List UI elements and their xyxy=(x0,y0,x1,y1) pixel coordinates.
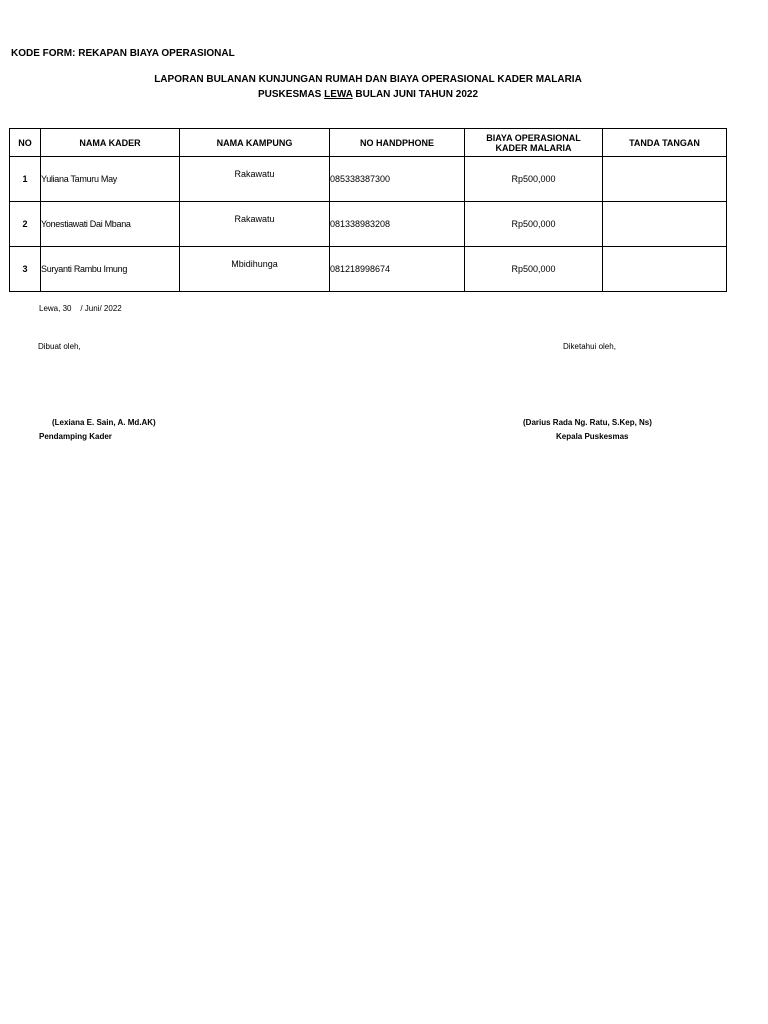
kampung-text: Rakawatu xyxy=(234,169,275,179)
cell-nama-kader: Yuliana Tamuru May xyxy=(41,157,180,202)
place-date: Lewa, 30 / Juni/ 2022 xyxy=(39,304,122,313)
cell-biaya: Rp500,000 xyxy=(465,202,603,247)
cell-biaya: Rp500,000 xyxy=(465,157,603,202)
cell-nama-kampung xyxy=(180,202,330,247)
subtitle-suffix: BULAN JUNI TAHUN 2022 xyxy=(352,89,479,100)
subtitle-place: LEWA xyxy=(324,89,353,100)
cell-no: 3 xyxy=(10,247,41,292)
table-header-row xyxy=(10,129,727,157)
table-row xyxy=(10,247,727,292)
form-code: KODE FORM: REKAPAN BIAYA OPERASIONAL xyxy=(11,48,235,59)
cell-nama-kader: Suryanti Rambu Imung xyxy=(41,247,180,292)
header-tanda-tangan: TANDA TANGAN xyxy=(603,129,727,157)
cell-nama-kampung xyxy=(180,157,330,202)
header-biaya-line1: BIAYA OPERASIONAL xyxy=(486,132,581,143)
cell-biaya: Rp500,000 xyxy=(465,247,603,292)
cell-nama-kader: Yonestiawati Dai Mbana xyxy=(41,202,180,247)
left-signatory-role: Pendamping Kader xyxy=(39,432,112,441)
right-signatory-name: (Darius Rada Ng. Ratu, S.Kep, Ns) xyxy=(523,418,652,427)
cell-no: 1 xyxy=(10,157,41,202)
cell-nama-kampung xyxy=(180,247,330,292)
subtitle-prefix: PUSKESMAS xyxy=(257,89,325,100)
header-biaya xyxy=(465,129,603,157)
cell-no-handphone: 081338983208 xyxy=(330,202,465,247)
left-signatory-name: (Lexiana E. Sain, A. Md.AK) xyxy=(52,418,156,427)
cell-no: 2 xyxy=(10,202,41,247)
header-no-handphone: NO HANDPHONE xyxy=(330,129,465,157)
known-by-label: Diketahui oleh, xyxy=(563,342,616,351)
cell-no-handphone: 081218998674 xyxy=(330,247,465,292)
table-row xyxy=(10,157,727,202)
report-title: LAPORAN BULANAN KUNJUNGAN RUMAH DAN BIAYA OPERASIONAL KADER MALARIA xyxy=(154,74,582,85)
table-row xyxy=(10,202,727,247)
header-nama-kampung: NAMA KAMPUNG xyxy=(180,129,330,157)
cell-tanda-tangan xyxy=(603,247,727,292)
report-subtitle xyxy=(0,89,736,100)
header-biaya-line2: KADER MALARIA xyxy=(495,142,572,153)
operational-cost-table xyxy=(9,128,727,292)
header-nama-kader: NAMA KADER xyxy=(41,129,180,157)
kampung-text: Rakawatu xyxy=(234,214,275,224)
cell-no-handphone: 085338387300 xyxy=(330,157,465,202)
right-signatory-role: Kepala Puskesmas xyxy=(556,432,629,441)
header-no: NO xyxy=(10,129,41,157)
made-by-label: Dibuat oleh, xyxy=(38,342,81,351)
cell-tanda-tangan xyxy=(603,202,727,247)
kampung-text: Mbidihunga xyxy=(231,259,278,269)
cell-tanda-tangan xyxy=(603,157,727,202)
